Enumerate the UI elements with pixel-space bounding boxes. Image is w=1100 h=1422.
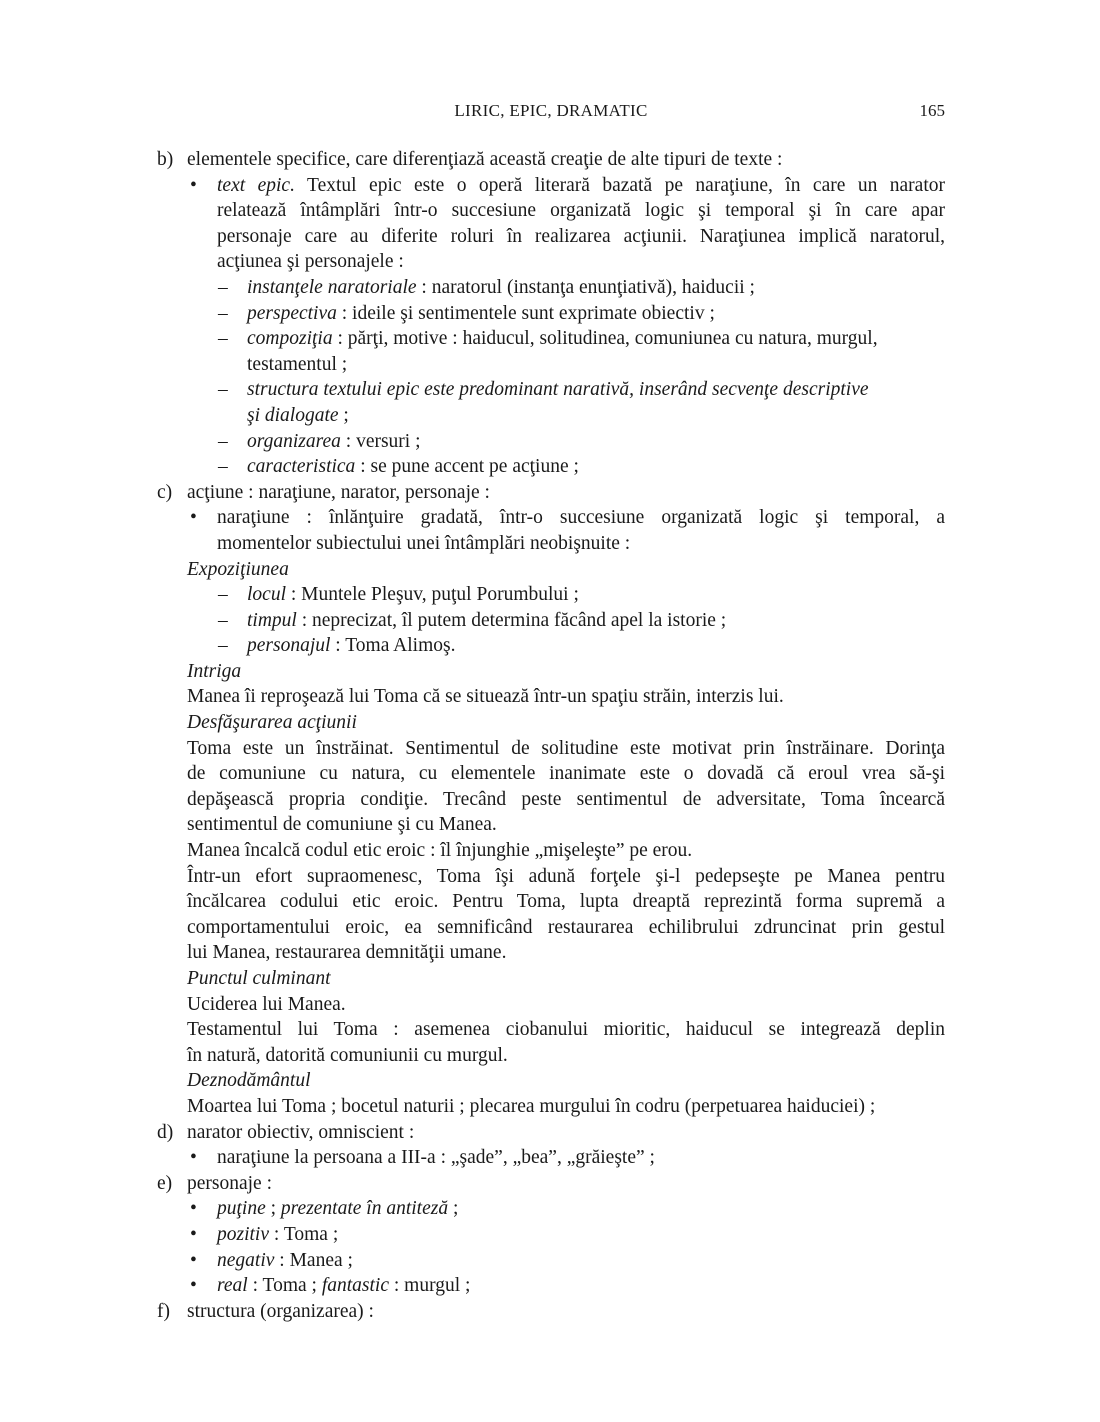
section-text: structura (organizarea) :	[187, 1300, 374, 1322]
dash-icon: –	[218, 302, 228, 324]
text: naraţiune la persoana a III-a : „şade”, „bea”, „grăieşte” ;	[217, 1147, 655, 1169]
term: prezentate în antiteză	[280, 1198, 449, 1220]
subheading: Intriga	[187, 660, 242, 682]
dash-icon: –	[218, 430, 228, 452]
text: ;	[448, 1198, 459, 1220]
dash-icon: –	[218, 276, 228, 298]
section-c	[157, 480, 945, 506]
paragraph-line: de comuniune cu natura, cu elementele inanimate este o dovadă că eroul vrea să-şi	[187, 763, 945, 785]
term: pozitiv	[217, 1223, 269, 1245]
dash-item-continuation	[157, 403, 945, 429]
bullet-item	[157, 1248, 945, 1274]
paragraph-line: Manea îi reproşează lui Toma că se situează într-un spaţiu străin, interzis lui.	[187, 686, 784, 708]
paragraph-line: comportamentului eroic, ea semnificând restaurarea echilibrului zdruncinat prin gestul	[187, 916, 945, 938]
section-text: elementele specifice, care diferenţiază această creaţie de alte tipuri de texte :	[187, 149, 783, 170]
bullet-icon: •	[190, 1147, 197, 1169]
term: negativ	[217, 1249, 275, 1271]
text: : murgul ;	[388, 1275, 471, 1297]
text: : ideile şi sentimentele sunt exprimate obiectiv ;	[336, 302, 715, 324]
subheading-expozitiune	[157, 557, 945, 583]
subheading-intriga	[157, 659, 945, 685]
dash-item	[157, 429, 945, 455]
dash-item-continuation: testamentul ;	[247, 353, 348, 375]
paragraph-line: Manea încalcă codul etic eroic : îl înjunghie „mişeleşte” pe erou.	[187, 840, 693, 862]
text: : Manea ;	[274, 1249, 353, 1271]
paragraph-line: Moartea lui Toma ; bocetul naturii ; plecarea murgului în codru (perpetuarea haiduciei) ;	[187, 1095, 876, 1117]
subheading: Desfăşurarea acţiunii	[187, 712, 357, 734]
paragraph-line: în natură, datorită comuniunii cu murgul.	[187, 1044, 508, 1066]
dash-item	[157, 326, 945, 352]
term: real	[217, 1275, 248, 1297]
text: ;	[265, 1198, 281, 1220]
term: perspectiva	[247, 302, 337, 324]
text: : Muntele Pleşuv, puţul Porumbului ;	[286, 584, 579, 606]
text: : neprecizat, îl putem determina făcând apel la istorie ;	[296, 609, 727, 631]
dash-icon: –	[218, 328, 228, 350]
text: Textul epic este o operă literară bazată pe naraţiune, în care un narator	[294, 174, 945, 196]
paragraph-line: relatează întâmplări într-o succesiune organizată logic şi temporal şi în care apar	[217, 200, 945, 222]
dash-item	[157, 608, 945, 634]
bullet-item	[157, 1222, 945, 1248]
term: structura textului epic este predominant narativă, inserând secvenţe descriptive	[247, 379, 869, 401]
bullet-item	[157, 1145, 945, 1171]
section-text: acţiune : naraţiune, narator, personaje :	[187, 481, 490, 503]
paragraph-line: Toma este un înstrăinat. Sentimentul de solitudine este motivat prin înstrăinare. Dorinţa	[187, 737, 945, 759]
subheading: Deznodământul	[187, 1070, 311, 1092]
bullet-icon: •	[190, 1275, 197, 1297]
section-b	[157, 147, 945, 173]
subheading-culminant	[157, 966, 945, 992]
text: : naratorul (instanţa enunţiativă), haiducii ;	[416, 276, 755, 298]
term: text epic.	[217, 174, 295, 196]
bullet-text-epic	[157, 173, 945, 199]
term: puţine	[217, 1198, 266, 1220]
section-label: c)	[157, 481, 173, 503]
subheading: Expoziţiunea	[187, 558, 289, 580]
paragraph-line: sentimentul de comuniune şi cu Manea.	[187, 814, 497, 836]
bullet-icon: •	[190, 1198, 197, 1220]
subheading-desfasurare	[157, 710, 945, 736]
term: timpul	[247, 609, 297, 631]
dash-icon: –	[218, 456, 228, 478]
term: instanţele naratoriale	[247, 276, 417, 298]
paragraph-line: depăşească propria condiţie. Trecând peste sentimentul de adversitate, Toma încearcă	[187, 788, 945, 810]
subheading: Punctul culminant	[187, 968, 331, 989]
dash-item	[157, 377, 945, 403]
text: : se pune accent pe acţiune ;	[355, 456, 579, 478]
paragraph-line: lui Manea, restaurarea demnităţii umane.	[187, 942, 507, 964]
section-f	[157, 1299, 945, 1325]
paragraph-line: personaje care au diferite roluri în realizarea acţiunii. Naraţiunea implică naratorul,	[217, 225, 945, 247]
page-body	[157, 147, 945, 1324]
paragraph-line: acţiunea şi personajele :	[217, 251, 404, 273]
term: personajul	[247, 635, 331, 657]
text: ;	[338, 404, 349, 426]
section-label: f)	[157, 1300, 170, 1322]
text: : Toma ;	[247, 1275, 322, 1297]
header-title: LIRIC, EPIC, DRAMATIC	[454, 101, 648, 120]
paragraph-line: momentelor subiectului unei întâmplări neobişnuite :	[217, 532, 631, 554]
bullet-item	[157, 1273, 945, 1299]
dash-icon: –	[218, 584, 228, 606]
term: şi dialogate	[247, 404, 339, 426]
text: : versuri ;	[340, 430, 421, 452]
dash-item	[157, 301, 945, 327]
subheading-deznodamant	[157, 1068, 945, 1094]
text: : Toma ;	[269, 1223, 339, 1245]
text: : Toma Alimoş.	[330, 635, 456, 657]
bullet-icon: •	[190, 507, 197, 529]
dash-icon: –	[218, 379, 228, 401]
term: locul	[247, 584, 286, 606]
term: fantastic	[321, 1275, 389, 1297]
paragraph-line: Uciderea lui Manea.	[187, 993, 346, 1015]
paragraph-line: Într-un efort supraomenesc, Toma îşi adună forţele şi-l pedepseşte pe Manea pentru	[187, 865, 945, 887]
term: compoziţia	[247, 328, 333, 350]
dash-icon: –	[218, 609, 228, 631]
section-text: narator obiectiv, omniscient :	[187, 1121, 415, 1143]
bullet-icon: •	[190, 1223, 197, 1245]
bullet-icon: •	[190, 1249, 197, 1271]
dash-item	[157, 275, 945, 301]
bullet-naratiune	[157, 505, 945, 531]
page-number: 165	[919, 101, 945, 120]
dash-icon: –	[218, 635, 228, 657]
running-header	[157, 101, 945, 125]
term: caracteristica	[247, 456, 356, 478]
dash-item	[157, 454, 945, 480]
bullet-icon: •	[190, 174, 197, 196]
section-label: e)	[157, 1172, 173, 1194]
section-text: personaje :	[187, 1172, 273, 1194]
paragraph-line: încălcarea codului etic eroic. Pentru Toma, lupta dreaptă reprezintă forma supremă a	[187, 891, 945, 913]
section-d	[157, 1120, 945, 1146]
section-label: b)	[157, 149, 174, 170]
dash-item	[157, 633, 945, 659]
section-e	[157, 1171, 945, 1197]
bullet-item	[157, 1196, 945, 1222]
section-label: d)	[157, 1121, 174, 1143]
term: organizarea	[247, 430, 341, 452]
paragraph-line: Testamentul lui Toma : asemenea ciobanului mioritic, haiducul se integrează deplin	[187, 1019, 945, 1041]
dash-item	[157, 582, 945, 608]
text: : părţi, motive : haiducul, solitudinea, comuniunea cu natura, murgul,	[332, 328, 878, 350]
text: naraţiune : înlănţuire gradată, într-o succesiune organizată logic şi temporal, a	[217, 507, 945, 529]
